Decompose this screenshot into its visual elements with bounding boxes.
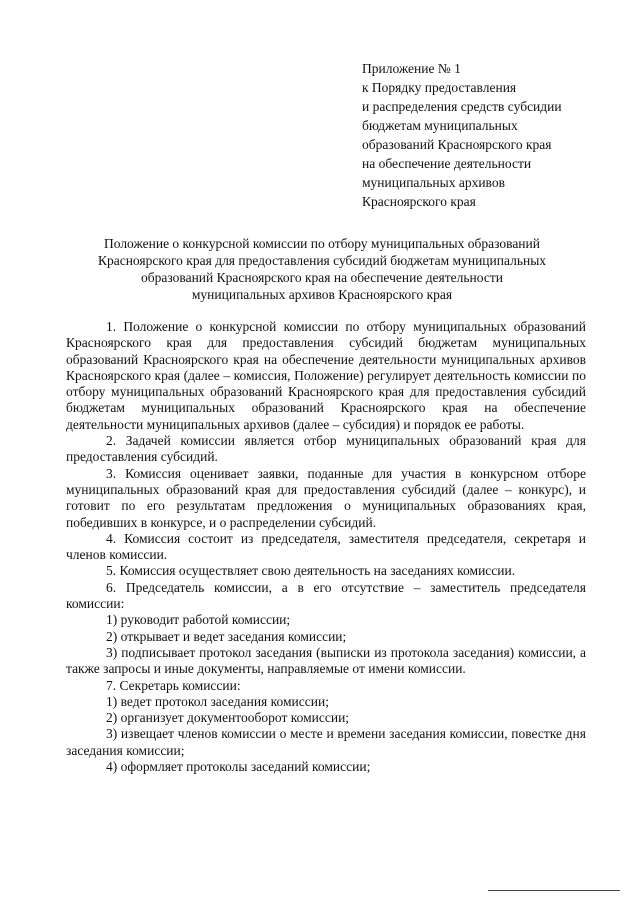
document-title	[62, 235, 582, 303]
paragraph: 2. Задачей комиссии является отбор муниципальных образований края для предоставления субсидий.	[66, 433, 586, 465]
paragraph: 6. Председатель комиссии, а в его отсутствие – заместитель председателя комиссии:	[66, 579, 586, 612]
list-item: 3) извещает членов комиссии о месте и времени заседания комиссии, повестке дня заседания комиссии;	[66, 726, 586, 758]
paragraph: 3. Комиссия оценивает заявки, поданные для участия в конкурсном отборе муниципальных образований края для предоставления субсидий (далее – конкурс), и готовит по его результатам предложения о муниципальных образованиях края, победивших в конкурсе, и о распределении субсидий.	[66, 465, 586, 530]
appendix-line: бюджетам муниципальных	[362, 118, 518, 133]
appendix-line: Приложение № 1	[362, 61, 461, 76]
appendix-line: и распределения средств субсидии	[362, 99, 562, 114]
title-line: Положение о конкурсной комиссии по отбору муниципальных образований	[104, 236, 540, 251]
document-body	[66, 319, 586, 775]
paragraph: 1. Положение о конкурсной комиссии по отбору муниципальных образований Красноярского края для предоставления субсидий бюджетам муниципальных образований Красноярского края на обеспечение деятельности муниципальных архивов Красноярского края (далее – комиссия, Положение) регулирует деятельность комиссии по отбору муниципальных образований Красноярского края для предоставления субсидий бюджетам муниципальных образований Красноярского края на обеспечение деятельности муниципальных архивов (далее – субсидия) и порядок ее работы.	[66, 319, 586, 432]
list-item: 1) руководит работой комиссии;	[106, 612, 291, 628]
title-line: муниципальных архивов Красноярского края	[191, 287, 453, 302]
appendix-line: Красноярского края	[362, 194, 476, 209]
appendix-line: муниципальных архивов	[362, 175, 505, 190]
title-line: образований Красноярского края на обеспечение деятельности	[141, 270, 503, 285]
title-line: Красноярского края для предоставления субсидий бюджетам муниципальных	[97, 253, 547, 268]
list-item: 2) организует документооборот комиссии;	[106, 710, 350, 726]
appendix-line: на обеспечение деятельности	[362, 156, 532, 171]
paragraph: 7. Секретарь комиссии:	[106, 677, 241, 693]
appendix-line: образований Красноярского края	[362, 137, 552, 152]
list-item: 1) ведет протокол заседания комиссии;	[106, 693, 329, 709]
list-item: 4) оформляет протоколы заседаний комиссии;	[106, 759, 371, 775]
footer-divider	[488, 890, 620, 891]
appendix-header	[362, 59, 622, 211]
list-item: 2) открывает и ведет заседания комиссии;	[106, 628, 347, 644]
paragraph: 5. Комиссия осуществляет свою деятельность на заседаниях комиссии.	[106, 563, 516, 579]
list-item: 3) подписывает протокол заседания (выписки из протокола заседания) комиссии, а также запросы и иные документы, направляемые от имени комиссии.	[66, 644, 586, 677]
appendix-line: к Порядку предоставления	[362, 80, 517, 95]
paragraph: 4. Комиссия состоит из председателя, заместителя председателя, секретаря и членов комиссии.	[66, 530, 586, 563]
